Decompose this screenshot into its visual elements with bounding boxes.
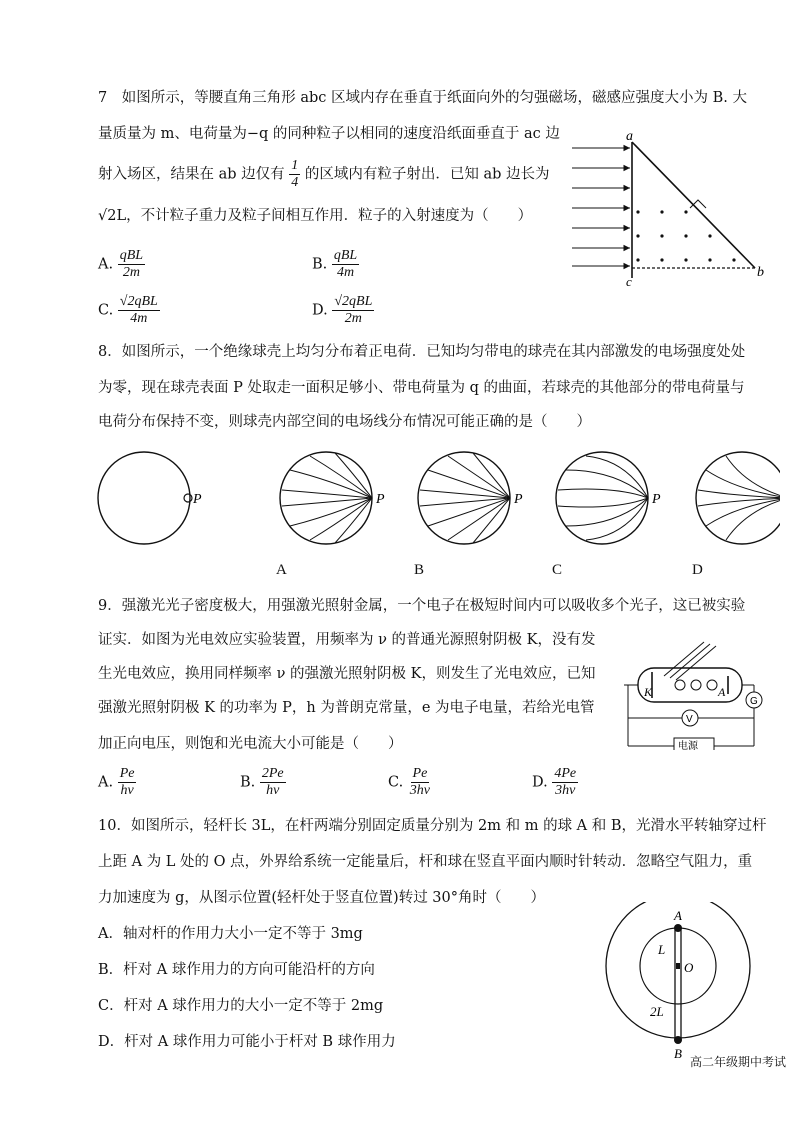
q8-p-label-c: P [652, 492, 661, 507]
q8-original-sphere [98, 452, 202, 544]
q8-p-label-0: P [193, 492, 202, 507]
q10-option-a[interactable]: A．轴对杆的作用力大小一定不等于 3mg [98, 926, 363, 942]
q7-option-a[interactable]: A. $\frac{\text{qBL}}{2m}$ [98, 248, 144, 280]
q10-option-d[interactable]: D．杆对 A 球作用力可能小于杆对 B 球作用力 [98, 1034, 396, 1050]
q9-line-2: 证实．如图为光电效应实验装置，用频率为 ν 的普通光源照射阴极 K，没有发 [98, 632, 596, 648]
q8-p-label-b: P [514, 492, 523, 507]
q7-line-4: √2L，不计粒子重力及粒子间相互作用．粒子的入射速度为（ ） [98, 208, 533, 224]
q9-label-v: V [686, 714, 693, 725]
q10-label-b: B [674, 1046, 682, 1061]
q9-line-4: 强激光照射阴极 K 的功率为 P，h 为普朗克常量，e 为电子电量，若给光电管 [98, 700, 595, 716]
q9-option-d[interactable]: D. $\frac{4Pe}{3h\nu}$ [532, 766, 577, 798]
q10-line-3: 力加速度为 g，从图示位置(轻杆处于竖直位置)转过 30°角时（ ） [98, 890, 546, 906]
q8-caption-b[interactable]: B [414, 562, 425, 578]
q10-label-2l: 2L [650, 1004, 664, 1019]
q10-line-1: 10．如图所示，轻杆长 3L，在杆两端分别固定质量分别为 2m 和 m 的球 A 和 B，光滑水平转轴穿过杆 [98, 818, 767, 834]
footer-exam-label: 高二年级期中考试 [689, 1055, 786, 1069]
q8-caption-d[interactable]: D [692, 562, 703, 578]
q10-label-a: A [674, 908, 682, 923]
q9-line-5: 加正向电压，则饱和光电流大小可能是（ ） [98, 736, 403, 752]
q9-line-3: 生光电效应，换用同样频率 ν 的强激光照射阴极 K，则发生了光电效应，已知 [98, 666, 596, 682]
q8-figure-d [696, 452, 780, 544]
q9-label-a: A [718, 685, 726, 699]
q7-option-c[interactable]: C. $\frac{\text{√2qBL}}{4m}$ [98, 294, 158, 326]
q8-line-3: 电荷分布保持不变，则球壳内部空间的电场线分布情况可能正确的是（ ） [98, 414, 591, 430]
q10-option-c[interactable]: C．杆对 A 球作用力的大小一定不等于 2mg [98, 998, 384, 1014]
q7-line-3b: 的区域内有粒子射出．已知 ab 边长为 [304, 166, 550, 183]
q8-figure-b [418, 452, 523, 544]
q7-label-c: c [626, 274, 632, 288]
q8-sphere-figures [90, 440, 780, 585]
q9-option-a[interactable]: A. $\frac{Pe}{h\nu}$ [98, 766, 135, 798]
q9-label-k: K [644, 685, 653, 699]
q7-option-b[interactable]: B. $\frac{\text{qBL}}{4m}$ [312, 248, 358, 280]
q8-line-1: 8．如图所示，一个绝缘球壳上均匀分布着正电荷．已知均匀带电的球壳在其内部激发的电场强度处处 [98, 344, 746, 360]
q10-label-o: O [684, 960, 694, 975]
q8-figure-c [556, 452, 661, 544]
q7-fraction: $\frac{1}{4}$ [291, 158, 299, 190]
q9-photoelectric-figure [624, 638, 774, 750]
q8-caption-c[interactable]: C [552, 562, 563, 578]
q7-label-b: b [757, 265, 764, 280]
q7-line-3a: 射入场区，结果在 ab 边仅有 [98, 166, 285, 183]
q7-triangle-figure [570, 128, 770, 288]
q9-option-c[interactable]: C. $\frac{Pe}{3h\nu}$ [388, 766, 431, 798]
q10-option-b[interactable]: B．杆对 A 球作用力的方向可能沿杆的方向 [98, 962, 375, 978]
q7-line-1: 7 如图所示，等腰直角三角形 abc 区域内存在垂直于纸面向外的匀强磁场，磁感应强度大小为 B. 大 [98, 90, 747, 106]
q9-label-source: 电源 [678, 741, 698, 750]
q9-line-1: 9．强激光光子密度极大，用强激光照射金属，一个电子在极短时间内可以吸收多个光子，这已被实验 [98, 598, 746, 614]
q8-caption-a[interactable]: A [276, 562, 287, 578]
q9-label-g: G [750, 696, 758, 707]
q7-line-2: 量质量为 m、电荷量为−q 的同种粒子以相同的速度沿纸面垂直于 ac 边 [98, 126, 560, 142]
q10-label-l: L [658, 942, 666, 957]
q10-rod-figure [600, 902, 756, 1062]
q7-label-a: a [626, 129, 633, 144]
q9-option-b[interactable]: B. $\frac{2Pe}{h\nu}$ [240, 766, 284, 798]
q8-figure-a [280, 452, 385, 544]
q10-line-2: 上距 A 为 L 处的 O 点，外界给系统一定能量后，杆和球在竖直平面内顺时针转动．忽略空气阻力，重 [98, 854, 753, 870]
q8-p-label-a: P [376, 492, 385, 507]
q7-line-3 [98, 158, 550, 191]
q7-option-d[interactable]: D. $\frac{\text{√2qBL}}{2m}$ [312, 294, 373, 326]
q8-line-2: 为零，现在球壳表面 P 处取走一面积足够小、带电荷量为 q 的曲面，若球壳的其他部分的带电荷量与 [98, 380, 745, 396]
